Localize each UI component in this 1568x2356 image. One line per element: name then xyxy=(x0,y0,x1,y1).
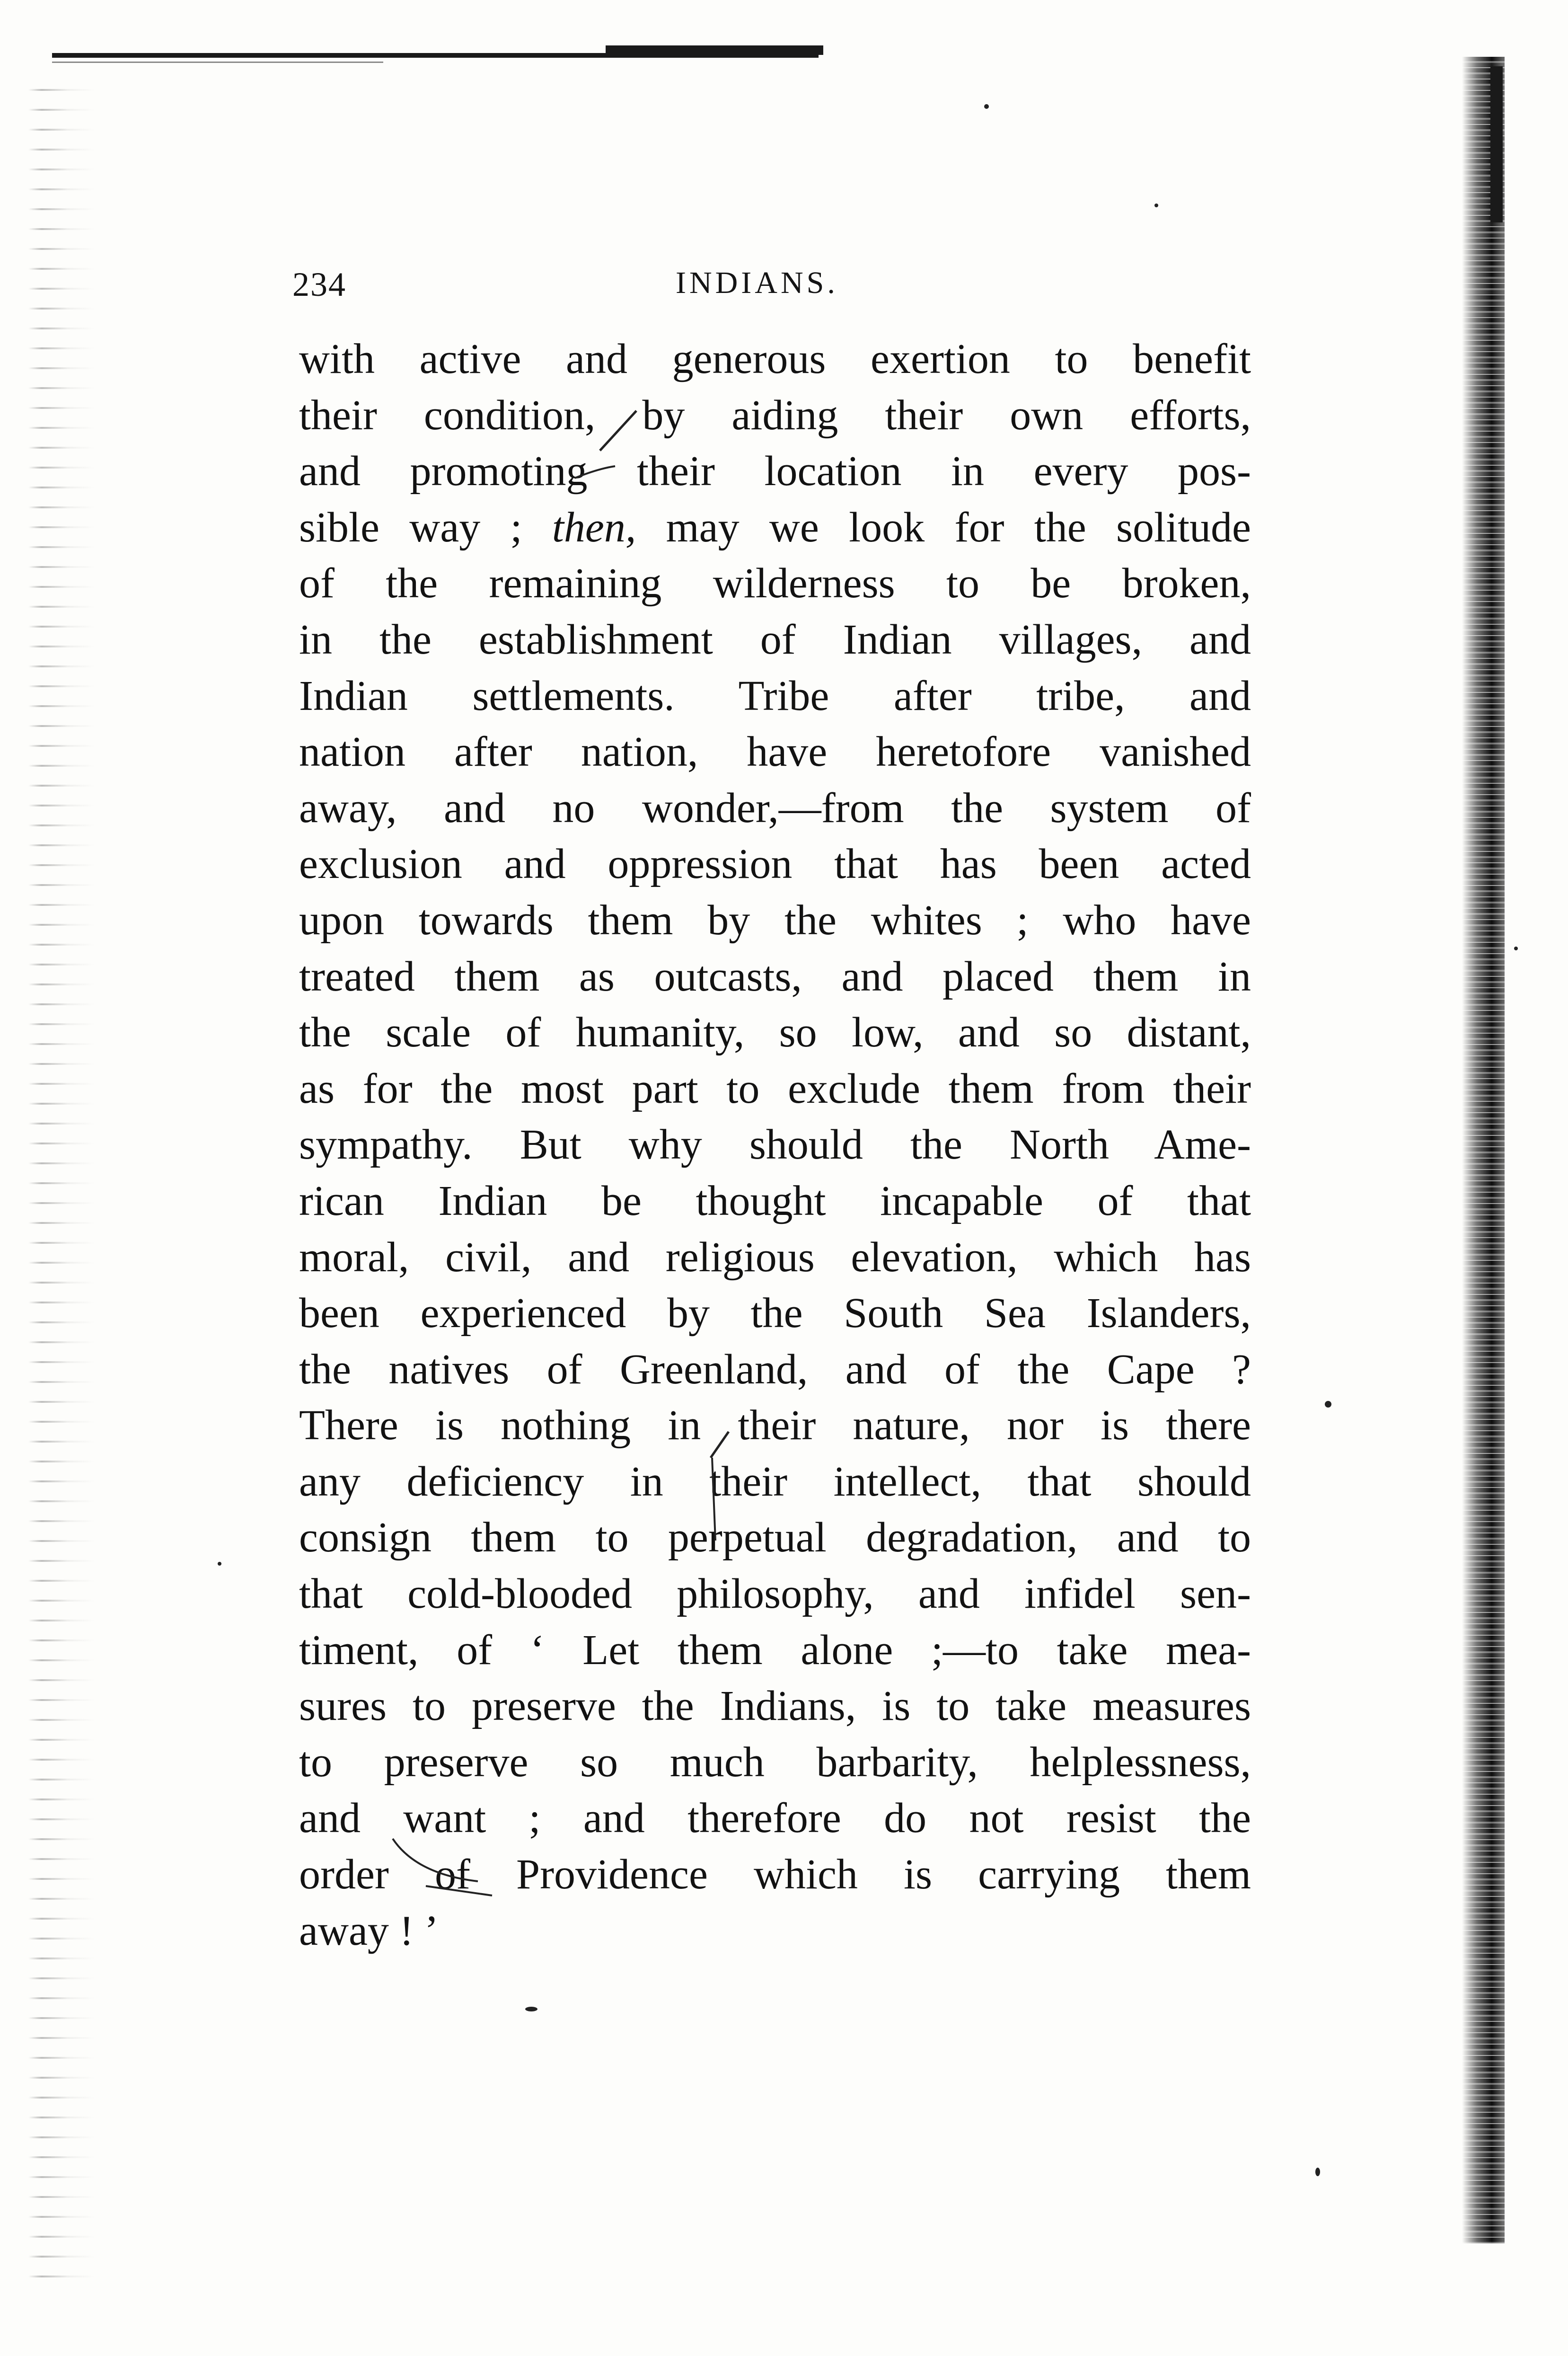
top-border-rule-faint xyxy=(52,62,383,63)
text-line: and want ; and therefore do not resist the xyxy=(299,1795,1251,1842)
scan-speck xyxy=(984,104,989,109)
scan-speck xyxy=(1315,2168,1320,2176)
left-margin-scan-noise xyxy=(28,71,95,2295)
text-line: moral, civil, and religious elevation, which has xyxy=(299,1233,1251,1281)
text-line: rican Indian be thought incapable of that xyxy=(299,1177,1251,1224)
text-line: with active and generous exertion to benefit xyxy=(299,336,1251,382)
body-text xyxy=(299,331,1251,1959)
text-line: the scale of humanity, so low, and so distant, xyxy=(299,1009,1251,1056)
text-line: Indian settlements. Tribe after tribe, and xyxy=(299,672,1251,719)
text-line: the natives of Greenland, and of the Cape ? xyxy=(299,1346,1251,1393)
text-line-start: sible way ; xyxy=(299,504,552,551)
text-line: any deficiency in their intellect, that should xyxy=(299,1458,1251,1505)
text-line: away, and no wonder,—from the system of xyxy=(299,784,1251,832)
scan-speck xyxy=(1514,947,1518,950)
scan-speck xyxy=(525,2007,537,2011)
page-number: 234 xyxy=(292,266,346,303)
running-head xyxy=(292,265,907,322)
text-line: to preserve so much barbarity, helplessness, xyxy=(299,1738,1251,1786)
text-line: treated them as outcasts, and placed them in xyxy=(299,953,1251,1000)
text-line: consign them to perpetual degradation, and to xyxy=(299,1514,1251,1561)
text-line: upon towards them by the whites ; who have xyxy=(299,896,1251,944)
text-line: sympathy. But why should the North Ame- xyxy=(299,1121,1251,1169)
text-line: of the remaining wilderness to be broken, xyxy=(299,560,1251,607)
scan-speck xyxy=(218,1562,221,1566)
text-line: nation after nation, have heretofore vanished xyxy=(299,728,1251,776)
text-line: their condition, by aiding their own efforts, xyxy=(299,391,1251,439)
text-line: There is nothing in their nature, nor is there xyxy=(299,1402,1251,1449)
top-border-rule-thick xyxy=(606,45,823,55)
text-line: that cold-blooded philosophy, and infidel sen- xyxy=(299,1570,1251,1618)
text-line-end: may we look for the solitude xyxy=(636,504,1251,551)
text-line: sures to preserve the Indians, is to take measures xyxy=(299,1683,1251,1730)
text-line: and promoting their location in every pos- xyxy=(299,448,1251,495)
text-line: been experienced by the South Sea Islanders, xyxy=(299,1290,1251,1337)
scan-speck xyxy=(1154,204,1158,207)
text-line: timent, of ‘ Let them alone ;—to take mea- xyxy=(299,1626,1251,1674)
italic-word: then, xyxy=(552,504,636,551)
text-line: order of Providence which is carrying them xyxy=(299,1851,1251,1898)
text-line xyxy=(299,500,1251,556)
scan-speck xyxy=(1325,1401,1331,1408)
right-margin-dark-strip xyxy=(1490,66,1503,222)
text-line: exclusion and oppression that has been acted xyxy=(299,841,1251,888)
running-title: INDIANS. xyxy=(676,266,838,300)
text-line: away ! ’ xyxy=(299,1907,439,1954)
text-line: as for the most part to exclude them from their xyxy=(299,1065,1251,1112)
right-margin-binding-shadow xyxy=(1462,57,1505,2243)
text-line: in the establishment of Indian villages, and xyxy=(299,616,1251,663)
